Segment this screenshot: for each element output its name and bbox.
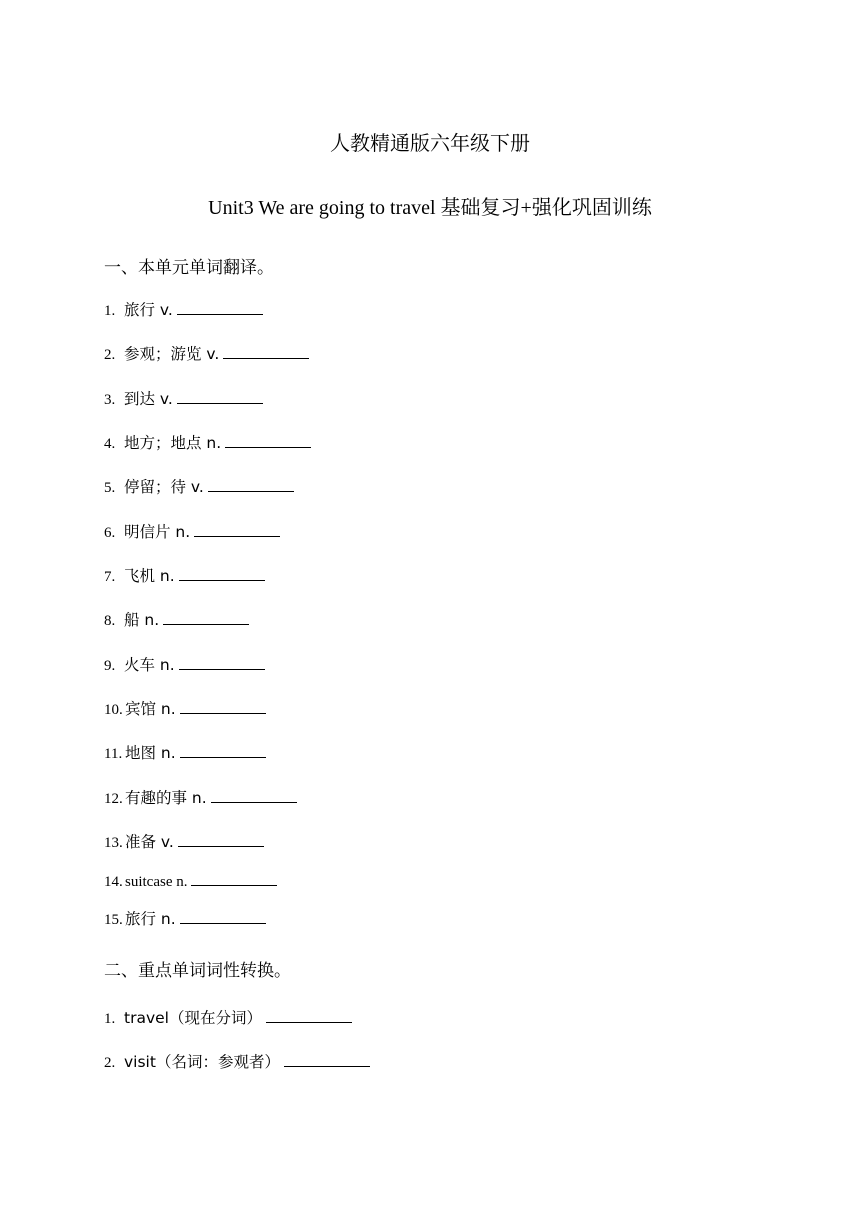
section-heading-word-translation: 一、本单元单词翻译。: [104, 258, 274, 278]
list-item: 4. 地方；地点 n.: [104, 433, 311, 454]
answer-blank[interactable]: [179, 655, 265, 670]
item-prompt: 船 n.: [124, 611, 160, 629]
answer-blank[interactable]: [180, 743, 266, 758]
item-prompt: 有趣的事 n.: [125, 789, 207, 807]
answer-blank[interactable]: [266, 1008, 352, 1023]
answer-blank[interactable]: [211, 788, 297, 803]
answer-blank[interactable]: [191, 871, 277, 886]
list-item: 13. 准备 v.: [104, 832, 264, 853]
answer-blank[interactable]: [179, 566, 265, 581]
section-heading-word-form-conversion: 二、重点单词词性转换。: [104, 961, 291, 981]
list-item: 15. 旅行 n.: [104, 909, 266, 930]
list-item: 8. 船 n.: [104, 610, 249, 631]
list-item: 9. 火车 n.: [104, 655, 265, 676]
item-prompt: 宾馆 n.: [125, 700, 176, 718]
answer-blank[interactable]: [194, 522, 280, 537]
list-item: 10. 宾馆 n.: [104, 699, 266, 720]
answer-blank[interactable]: [178, 832, 264, 847]
answer-blank[interactable]: [177, 389, 263, 404]
item-prompt: 旅行 n.: [125, 910, 176, 928]
list-item: 7. 飞机 n.: [104, 566, 265, 587]
answer-blank[interactable]: [223, 344, 309, 359]
list-item: 1. travel（现在分词）: [104, 1008, 352, 1029]
answer-blank[interactable]: [225, 433, 311, 448]
item-prompt: 参观；游览 v.: [124, 345, 220, 363]
item-prompt: 旅行 v.: [124, 301, 173, 319]
document-subtitle: Unit3 We are going to travel 基础复习+强化巩固训练: [208, 197, 652, 219]
item-prompt: 到达 v.: [124, 390, 173, 408]
item-prompt: 明信片 n.: [124, 523, 191, 541]
list-item: 6. 明信片 n.: [104, 522, 280, 543]
answer-blank[interactable]: [163, 610, 249, 625]
list-item: 2. visit（名词：参观者）: [104, 1052, 370, 1073]
item-prompt: suitcase n.: [125, 874, 188, 890]
item-prompt: 准备 v.: [125, 833, 174, 851]
item-prompt: 飞机 n.: [124, 567, 175, 585]
item-prompt: 地方；地点 n.: [124, 434, 222, 452]
item-prompt: travel（现在分词）: [124, 1009, 262, 1027]
item-prompt: 停留；待 v.: [124, 478, 204, 496]
answer-blank[interactable]: [284, 1052, 370, 1067]
answer-blank[interactable]: [180, 909, 266, 924]
list-item: 5. 停留；待 v.: [104, 477, 294, 498]
list-item: 12. 有趣的事 n.: [104, 788, 297, 809]
item-prompt: 地图 n.: [125, 744, 176, 762]
document-title: 人教精通版六年级下册: [330, 133, 530, 155]
list-item: 2. 参观；游览 v.: [104, 344, 309, 365]
item-prompt: visit（名词：参观者）: [124, 1053, 280, 1071]
item-prompt: 火车 n.: [124, 656, 175, 674]
answer-blank[interactable]: [208, 477, 294, 492]
list-item: 11. 地图 n.: [104, 743, 266, 764]
answer-blank[interactable]: [177, 300, 263, 315]
list-item: 1. 旅行 v.: [104, 300, 263, 321]
answer-blank[interactable]: [180, 699, 266, 714]
list-item: 14. suitcase n.: [104, 871, 277, 892]
list-item: 3. 到达 v.: [104, 389, 263, 410]
